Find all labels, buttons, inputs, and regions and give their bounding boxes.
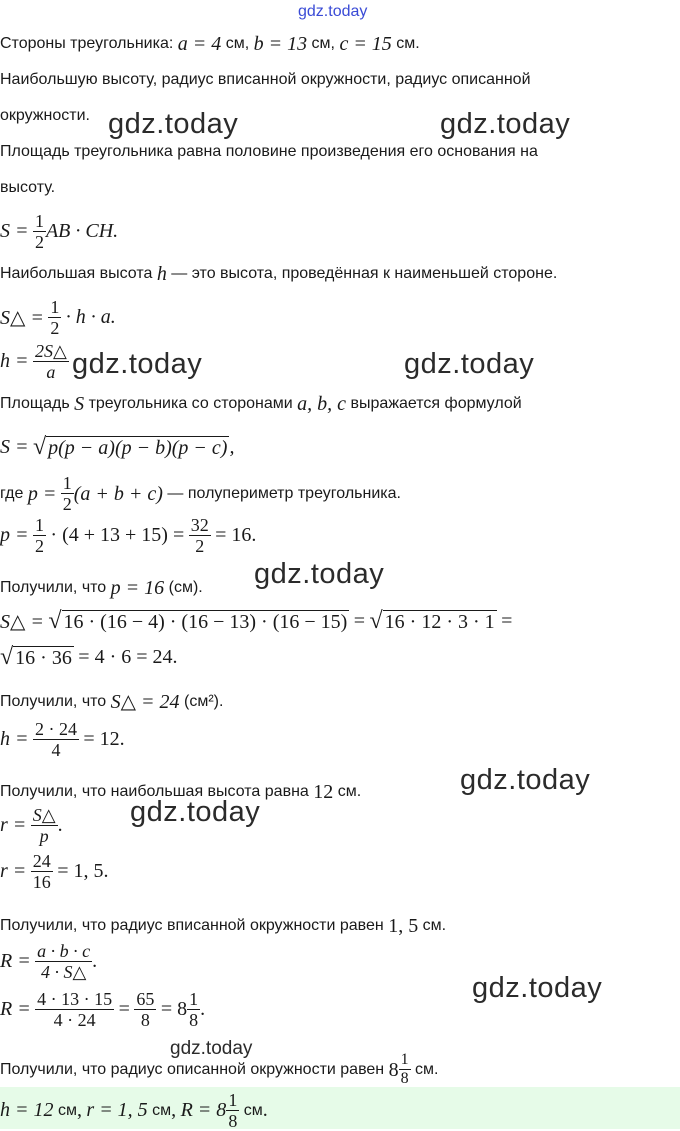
fraction <box>399 1052 411 1087</box>
numerator: 1 <box>62 473 72 493</box>
fraction <box>134 990 156 1029</box>
numerator: 1 <box>50 297 60 317</box>
formula-inradius-calc <box>0 852 108 891</box>
area-rule-line-2: высоту. <box>0 179 56 196</box>
fraction <box>187 990 200 1029</box>
text: — это высота, проведённая к наименьшей стороне. <box>171 265 558 282</box>
value: S△ = 24 <box>110 691 180 713</box>
mixed-whole: 8 <box>388 1058 399 1081</box>
result: = 4 · 6 = 24. <box>78 646 178 668</box>
mixed-whole: = 8 <box>160 998 188 1020</box>
radicand: 16 · 36 <box>15 646 72 669</box>
fraction <box>189 516 211 555</box>
answer-h: h = 12 <box>0 1099 54 1121</box>
unit: см <box>243 1101 263 1119</box>
text: Получили, что радиус описанной окружности равен <box>0 1060 385 1078</box>
unit: см. <box>337 783 362 800</box>
formula-area-half-ha <box>0 298 116 337</box>
fraction-half <box>33 516 46 555</box>
side-c: c = 15 <box>339 33 392 55</box>
numerator: 1 <box>34 211 44 231</box>
unit: (см). <box>168 579 203 596</box>
punct: . <box>92 950 98 972</box>
denominator: 2 <box>62 494 72 514</box>
sqrt-icon: √ <box>48 608 62 634</box>
equals: = <box>353 610 366 632</box>
result: = 1, 5. <box>57 860 109 882</box>
var-S: S <box>74 393 85 415</box>
numerator: 1 <box>34 515 44 535</box>
numerator: 1 <box>189 989 199 1009</box>
text: Получили, что <box>0 693 107 710</box>
formula-circumradius <box>0 942 97 981</box>
fraction <box>35 990 114 1029</box>
numerator: 32 <box>190 515 209 535</box>
denominator: 8 <box>400 1070 409 1087</box>
side-a: a = 4 <box>177 33 222 55</box>
fraction-half <box>61 474 74 513</box>
denominator: p <box>39 826 49 846</box>
fraction-half <box>33 212 46 251</box>
watermark: gdz.today <box>108 108 239 140</box>
denominator: 4 · S△ <box>41 962 87 982</box>
denominator: 2 <box>34 232 44 252</box>
formula-right: AB · CH. <box>45 220 119 242</box>
value: 1, 5 <box>388 915 419 937</box>
equals: = <box>501 610 513 632</box>
result: = 16. <box>215 524 257 546</box>
numerator: 65 <box>136 989 155 1009</box>
unit: см. <box>422 917 447 934</box>
fraction <box>226 1091 239 1130</box>
punct: , <box>229 436 235 458</box>
unit: см <box>311 35 331 52</box>
heron-intro-line <box>0 394 522 414</box>
equals: = <box>118 998 130 1020</box>
formula-left: h = <box>0 728 29 750</box>
watermark: gdz.today <box>460 764 591 796</box>
formula-left: S = <box>0 220 29 242</box>
formula-inradius <box>0 806 63 845</box>
largest-height-line <box>0 264 557 284</box>
answer-r: r = 1, 5 <box>86 1099 148 1121</box>
formula-heron-calc-2 <box>0 644 178 671</box>
unit: см. <box>415 1060 439 1078</box>
formula-height-calc <box>0 720 125 759</box>
formula-left: r = <box>0 860 27 882</box>
result-circumradius-line <box>0 1052 439 1087</box>
punct: , <box>76 1099 82 1121</box>
value: 12 <box>313 781 334 803</box>
radicand: p(p − a)(p − b)(p − c) <box>48 436 228 459</box>
fraction <box>33 720 79 759</box>
punct: . <box>262 1099 268 1121</box>
fraction-half <box>48 298 61 337</box>
numerator: 2 · 24 <box>34 719 77 739</box>
watermark: gdz.today <box>440 108 571 140</box>
text: Получили, что радиус вписанной окружности равен <box>0 917 384 934</box>
watermark: gdz.today <box>254 558 385 590</box>
denominator: 4 <box>51 740 61 760</box>
formula-left: R = <box>0 998 31 1020</box>
formula-right: · h · a. <box>65 306 116 328</box>
result-p-line <box>0 578 203 598</box>
punct: . <box>57 814 63 836</box>
text: Получили, что наибольшая высота равна <box>0 783 309 800</box>
formula-heron <box>0 434 234 461</box>
unit: см <box>396 35 416 52</box>
numerator: 1 <box>228 1090 238 1110</box>
side-b: b = 13 <box>253 33 308 55</box>
formula-left: p = <box>27 482 57 505</box>
text: Наибольшая высота <box>0 265 153 282</box>
text: — полупериметр треугольника. <box>167 484 401 502</box>
denominator: a <box>46 362 56 382</box>
denominator: 4 · 24 <box>53 1010 96 1030</box>
answer-box <box>0 1087 680 1129</box>
var-h: h <box>156 263 167 285</box>
watermark: gdz.today <box>404 348 535 380</box>
unit: см <box>152 1101 172 1119</box>
formula-semiperimeter-calc <box>0 516 256 555</box>
numerator: 4 · 13 · 15 <box>37 989 113 1009</box>
sqrt-icon: √ <box>32 434 47 460</box>
formula-right: (a + b + c) <box>73 482 163 505</box>
result-area-line <box>0 692 223 712</box>
given-label: Стороны треугольника: <box>0 35 174 52</box>
radicand: 16 · 12 · 3 · 1 <box>384 610 495 633</box>
formula-left: S△ = <box>0 307 44 329</box>
watermark: gdz.today <box>130 796 261 828</box>
formula-left: h = <box>0 350 29 372</box>
text: Получили, что <box>0 579 107 596</box>
given-sides-line: Стороны треугольника: a = 4 см , b = 13 см , c = 15 см . <box>0 33 420 55</box>
formula-height-expression <box>0 342 69 381</box>
watermark: gdz.today <box>72 348 203 380</box>
numerator: a · b · c <box>37 941 91 961</box>
denominator: 2 <box>195 536 205 556</box>
denominator: 2 <box>34 536 44 556</box>
unit: см <box>225 35 245 52</box>
fraction <box>33 342 69 381</box>
numerator: 2S△ <box>34 341 67 361</box>
answer-line <box>0 1091 268 1130</box>
vars-abc: a, b, c <box>297 393 347 415</box>
numerator: 24 <box>32 851 51 871</box>
unit: (см²). <box>184 693 224 710</box>
fraction <box>31 852 53 891</box>
formula-left: p = <box>0 524 29 546</box>
formula-left: r = <box>0 814 27 836</box>
denominator: 8 <box>140 1010 150 1030</box>
result-inradius-line <box>0 916 446 936</box>
text: где <box>0 484 24 502</box>
formula-circumradius-calc <box>0 990 205 1029</box>
unit: см <box>57 1101 77 1119</box>
text: треугольника со сторонами <box>88 395 293 412</box>
denominator: 8 <box>228 1111 238 1131</box>
result: = 12. <box>83 728 125 750</box>
denominator: 8 <box>189 1010 199 1030</box>
numerator: 1 <box>400 1051 409 1068</box>
denominator: 16 <box>32 872 51 892</box>
formula-left: S = <box>0 436 29 458</box>
task-line-2: окружности. <box>0 107 90 124</box>
watermark-small: gdz.today <box>170 1038 253 1059</box>
formula-heron-calc-1 <box>0 608 512 635</box>
formula-left: R = <box>0 950 31 972</box>
area-rule-line-1: Площадь треугольника равна половине произведения его основания на <box>0 143 538 160</box>
formula-area-base-height <box>0 212 118 251</box>
answer-R: R = 8 <box>180 1099 227 1121</box>
watermark: gdz.today <box>472 972 603 1004</box>
expression: · (4 + 13 + 15) = <box>50 524 185 546</box>
punct: . <box>200 998 206 1020</box>
radicand: 16 · (16 − 4) · (16 − 13) · (16 − 15) <box>63 610 348 633</box>
text: Площадь <box>0 395 70 412</box>
denominator: 2 <box>50 318 60 338</box>
sqrt-icon: √ <box>369 608 383 634</box>
text: выражается формулой <box>350 395 522 412</box>
fraction <box>35 942 92 981</box>
sqrt-icon: √ <box>0 644 14 670</box>
formula-left: S△ = <box>0 611 44 633</box>
fraction <box>31 806 58 845</box>
numerator: S△ <box>32 805 56 825</box>
watermark-top: gdz.today <box>298 3 368 20</box>
punct: , <box>171 1099 177 1121</box>
task-line-1: Наибольшую высоту, радиус вписанной окружности, радиус описанной <box>0 71 531 88</box>
semiperimeter-def-line <box>0 474 401 513</box>
value: p = 16 <box>110 577 165 599</box>
